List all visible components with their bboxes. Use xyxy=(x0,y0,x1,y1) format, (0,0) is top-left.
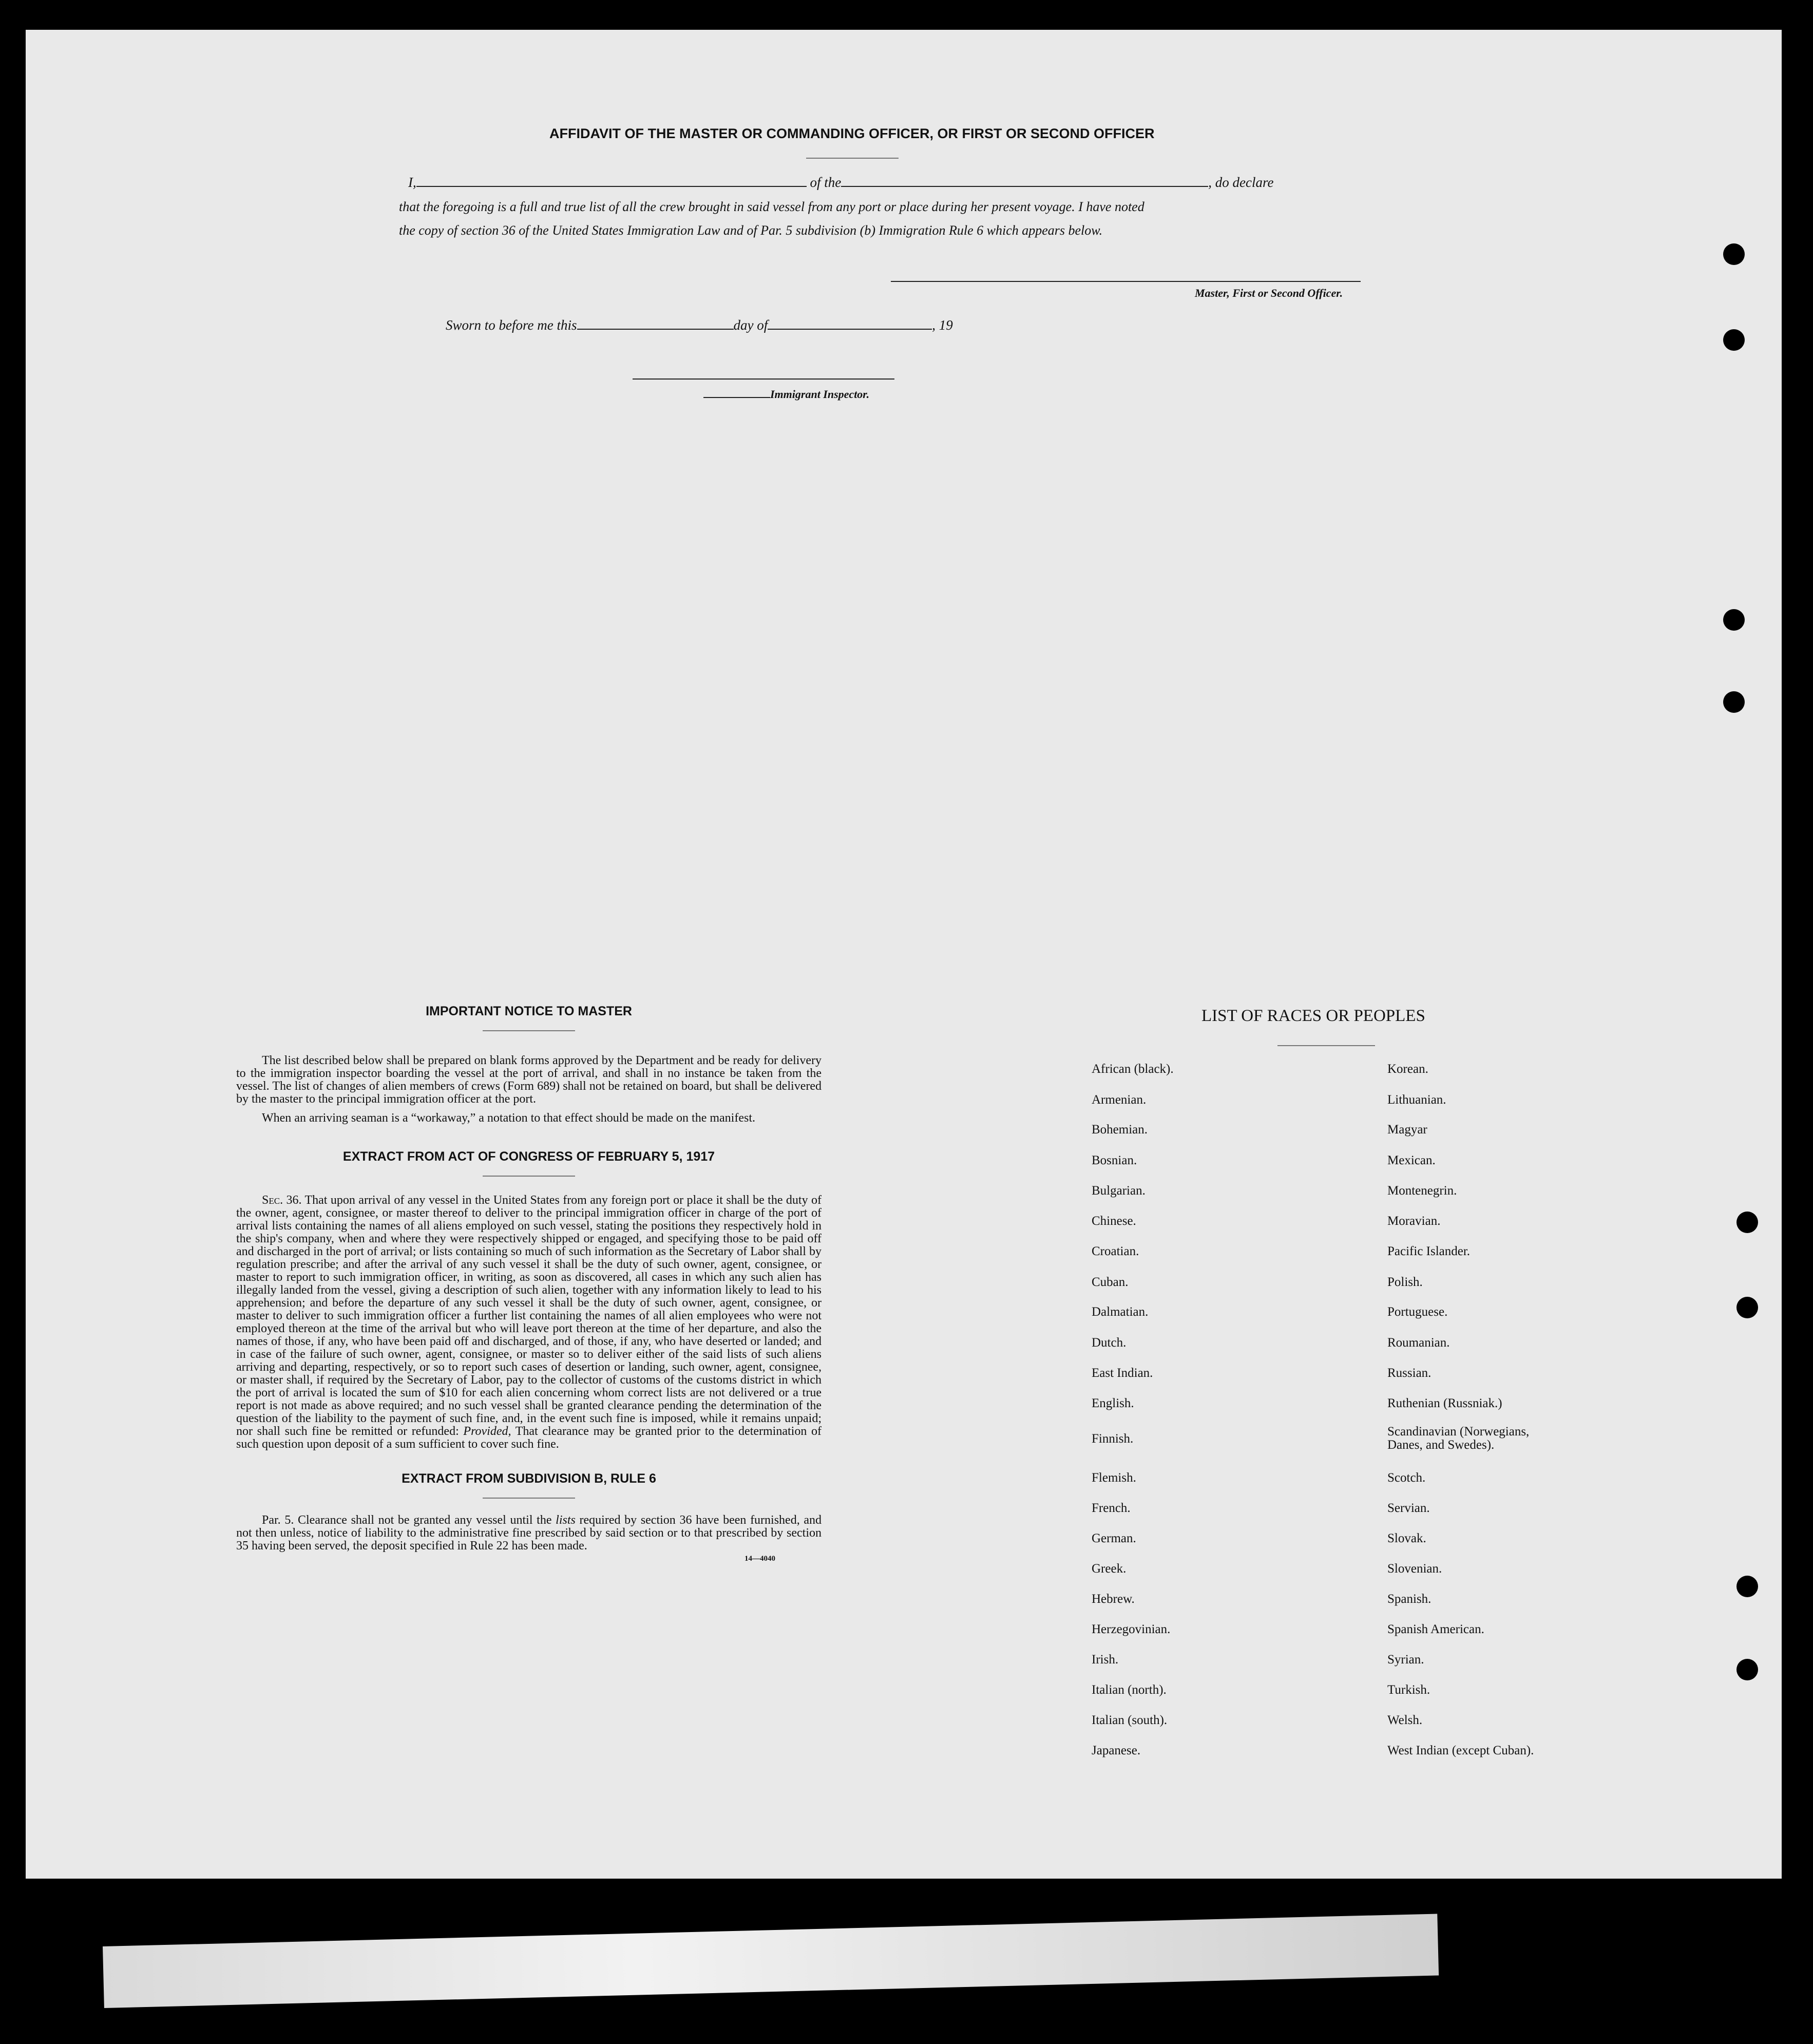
race-item: Bulgarian. xyxy=(1092,1184,1146,1198)
punch-hole xyxy=(1736,1297,1758,1318)
punch-hole xyxy=(1723,691,1745,713)
extract-rule-rule xyxy=(483,1498,575,1499)
section-label: Sec. 36. xyxy=(262,1194,302,1207)
race-item: French. xyxy=(1092,1501,1131,1515)
race-item: English. xyxy=(1092,1396,1134,1410)
race-item: Lithuanian. xyxy=(1387,1093,1446,1107)
sworn-year-label: , 19 xyxy=(932,317,953,333)
document-page xyxy=(26,30,1782,1879)
race-item: Moravian. xyxy=(1387,1214,1441,1228)
race-item: Herzegovinian. xyxy=(1092,1622,1171,1636)
race-item: Syrian. xyxy=(1387,1653,1424,1667)
race-item: Japanese. xyxy=(1092,1744,1141,1757)
punch-hole xyxy=(1736,1212,1758,1233)
left-column xyxy=(236,1004,822,1563)
affidavit-line-3: the copy of section 36 of the United States Immigration Law and of Par. 5 subdivision (b) Immigration Rule 6 which appears below. xyxy=(399,223,1103,238)
races-title-rule xyxy=(1277,1045,1375,1046)
race-item: Finnish. xyxy=(1092,1432,1134,1446)
extract-act-body xyxy=(236,1194,822,1451)
race-item: Ruthenian (Russniak.) xyxy=(1387,1396,1502,1410)
inspector-name-field[interactable] xyxy=(703,397,770,398)
race-item: Armenian. xyxy=(1092,1093,1147,1107)
race-item: Roumanian. xyxy=(1387,1336,1450,1350)
race-item: Dutch. xyxy=(1092,1336,1127,1350)
punch-hole xyxy=(1723,329,1745,351)
notice-paragraph-2: When an arriving seaman is a “workaway,” a notation to that effect should be made on the manifest. xyxy=(262,1111,755,1125)
vessel-name-field[interactable] xyxy=(841,186,1208,187)
inspector-signature-field[interactable] xyxy=(633,378,894,380)
race-item: Dalmatian. xyxy=(1092,1305,1149,1319)
sworn-date-field[interactable] xyxy=(577,329,734,330)
proviso-label: Provided, xyxy=(463,1425,511,1438)
title-rule xyxy=(806,158,899,159)
notice-rule xyxy=(483,1030,575,1031)
race-item: Spanish. xyxy=(1387,1592,1432,1606)
race-item: African (black). xyxy=(1092,1062,1174,1076)
affidavit-title: AFFIDAVIT OF THE MASTER OR COMMANDING OFFICER, OR FIRST OR SECOND OFFICER xyxy=(549,126,1155,141)
race-item: Flemish. xyxy=(1092,1471,1136,1485)
notice-title: IMPORTANT NOTICE TO MASTER xyxy=(426,1004,632,1018)
extract-act-title: EXTRACT FROM ACT OF CONGRESS OF FEBRUARY 5, 1917 xyxy=(342,1149,715,1164)
race-item: Montenegrin. xyxy=(1387,1184,1457,1198)
race-item: Bosnian. xyxy=(1092,1153,1137,1167)
punch-hole xyxy=(1723,243,1745,265)
sworn-line xyxy=(446,317,953,333)
race-item: Welsh. xyxy=(1387,1713,1423,1727)
punch-hole xyxy=(1736,1659,1758,1680)
race-item: Slovak. xyxy=(1387,1531,1426,1545)
race-item: Slovenian. xyxy=(1387,1562,1442,1576)
race-item: Bohemian. xyxy=(1092,1123,1148,1137)
affidavit-line-1 xyxy=(408,175,1273,191)
sworn-day-label: day of xyxy=(733,317,768,333)
inspector-line xyxy=(703,388,869,401)
race-item: Russian. xyxy=(1387,1366,1432,1380)
declarant-name-field[interactable] xyxy=(416,186,807,187)
race-item: Portuguese. xyxy=(1387,1305,1448,1319)
sworn-prefix: Sworn to before me this xyxy=(446,317,577,333)
rule-text-lists: lists xyxy=(556,1513,576,1527)
race-item: East Indian. xyxy=(1092,1366,1153,1380)
extract-rule-title: EXTRACT FROM SUBDIVISION B, RULE 6 xyxy=(402,1471,656,1486)
race-item: Turkish. xyxy=(1387,1683,1430,1697)
race-item: Cuban. xyxy=(1092,1275,1129,1289)
paper-edge-strip xyxy=(103,1914,1439,2008)
section-text: That upon arrival of any vessel in the United States from any foreign port or place it shall be the duty of the owner, agent, consignee, or master thereof to deliver to the principal immigration officer in charge of the port of arrival lists containing the names of all aliens employed on such vessel, stating the positions they respectively hold in the ship's company, when and where they were respectively shipped or engaged, and specifying those to be paid off and discharged in the port of arrival; or lists containing so much of such information as the Secretary of Labor shall by regulation prescribe; and after the arrival of any such vessel it shall be the duty of such owner, agent, consignee, or master to report to such immigration officer, in writing, as soon as discovered, all cases in which any such alien has illegally landed from the vessel, giving a description of such alien, together with any information likely to lead to his apprehension; and before the departure of any such vessel it shall be the duty of such owner, agent, consignee, or master to deliver to such immigration officer a further list containing the names of all alien employees who were not employed thereon at the time of the arrival but who will leave port thereon at the time of her departure, and also the names of those, if any, who have been paid off and discharged, and of those, if any, who have deserted or landed; and in case of the failure of such owner, agent, consignee, or master so to deliver either of the said lists of such aliens arriving and departing, respectively, or so to report such cases of desertion or landing, such owner, agent, consignee, or master shall, if required by the Secretary of Labor, pay to the collector of customs of the customs district in which the port of arrival is located the sum of $10 for each alien concerning whom correct lists are not delivered or a true report is not made as above required; and no such vessel shall be granted clearance pending the determination of the question of the liability to the payment of such fine, and, in the event such fine is imposed, while it remains unpaid; nor shall such fine be remitted or refunded: xyxy=(236,1194,822,1438)
race-item: Scandinavian (Norwegians, Danes, and Swedes). xyxy=(1387,1425,1530,1452)
race-item: Scotch. xyxy=(1387,1471,1426,1485)
race-item: Hebrew. xyxy=(1092,1592,1135,1606)
rule-text-after: required by section 36 have been furnished, and not then unless, notice of liability to the administrative fine prescribed by said section or to that prescribed by section 35 having been served, the deposit specified in Rule 22 has been made. xyxy=(236,1513,822,1553)
punch-hole xyxy=(1736,1576,1758,1597)
rule-text-before: Par. 5. Clearance shall not be granted any vessel until the xyxy=(262,1513,552,1527)
notice-paragraph-1: The list described below shall be prepared on blank forms approved by the Department and be ready for delivery to the immigration inspector boarding the vessel at the port of arrival, and shall in no instance be taken from the vessel. The list of changes of alien members of crews (Form 689) shall not be retained on board, but shall be delivered by the master to the principal immigration officer at the port. xyxy=(236,1054,822,1106)
race-item: Irish. xyxy=(1092,1653,1119,1667)
race-item: Pacific Islander. xyxy=(1387,1244,1471,1258)
race-item: Croatian. xyxy=(1092,1244,1139,1258)
race-item: West Indian (except Cuban). xyxy=(1387,1744,1534,1757)
race-item: Italian (south). xyxy=(1092,1713,1168,1727)
master-signature-label: Master, First or Second Officer. xyxy=(1195,287,1343,299)
inspector-label: Immigrant Inspector. xyxy=(770,388,870,401)
punch-hole xyxy=(1723,609,1745,631)
proviso-text: That clearance may be granted prior to the determination of such question upon deposit of a sum sufficient to cover such fine. xyxy=(236,1425,822,1451)
declarant-prefix: I, xyxy=(408,175,416,190)
affidavit-line-2: that the foregoing is a full and true list of all the crew brought in said vessel from any port or place during her present voyage. I have noted xyxy=(399,199,1144,214)
sworn-month-field[interactable] xyxy=(768,329,932,330)
race-item: Chinese. xyxy=(1092,1214,1136,1228)
race-item: German. xyxy=(1092,1531,1136,1545)
vessel-prefix: of the xyxy=(810,175,842,190)
race-item: Italian (north). xyxy=(1092,1683,1167,1697)
declare-suffix: , do declare xyxy=(1208,175,1274,190)
race-item: Korean. xyxy=(1387,1062,1428,1076)
races-title: LIST OF RACES OR PEOPLES xyxy=(1201,1007,1425,1025)
race-item: Greek. xyxy=(1092,1562,1127,1576)
race-item: Polish. xyxy=(1387,1275,1423,1289)
race-item: Spanish American. xyxy=(1387,1622,1484,1636)
race-item: Magyar xyxy=(1387,1123,1427,1137)
form-number: 14—4040 xyxy=(745,1555,775,1563)
race-item: Servian. xyxy=(1387,1501,1430,1515)
extract-rule-body xyxy=(236,1514,822,1553)
extract-act-rule xyxy=(483,1176,575,1177)
race-item: Mexican. xyxy=(1387,1153,1436,1167)
master-signature-field[interactable] xyxy=(891,281,1361,282)
